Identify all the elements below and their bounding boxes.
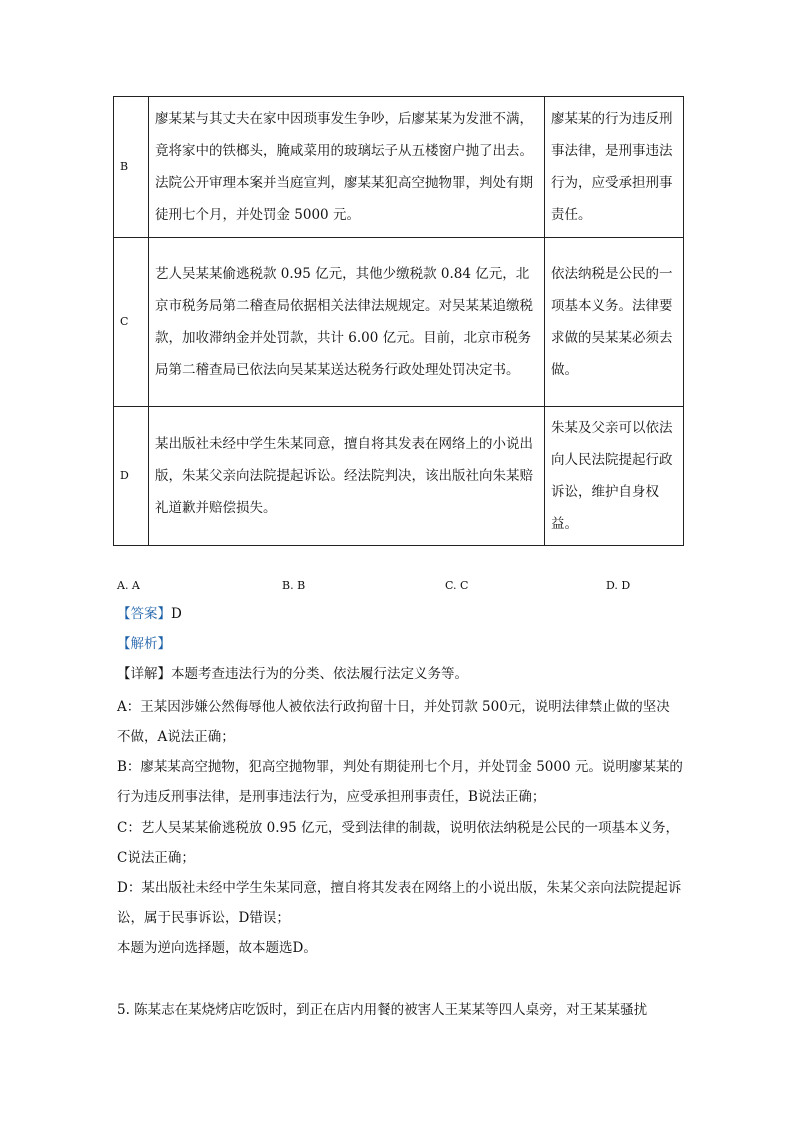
detail-tag: 【详解】 xyxy=(117,666,171,682)
option-b: B. B xyxy=(282,579,306,592)
analysis-b: B：廖某某高空抛物，犯高空抛物罪，判处有期徒刑七个月，并处罚金 5000 元。说明廖某某的行为违反刑事法律，是刑事违法行为，应受承担刑事责任，B说法正确； xyxy=(117,759,683,805)
table-row xyxy=(114,97,684,238)
answer-line xyxy=(117,600,677,628)
case-description: 廖某某与其丈夫在家中因琐事发生争吵，后廖某某为发泄不满，竟将家中的铁榔头，腌咸菜用的玻璃坛子从五楼窗户抛了出去。法院公开审理本案并当庭宣判，廖某某犯高空抛物罪，判处有期徒刑七个月，并处罚金 5000 元。 xyxy=(149,97,545,238)
detail-intro: 本题考查违法行为的分类、依法履行法定义务等。 xyxy=(171,666,468,682)
analysis-tag: 【解析】 xyxy=(117,636,171,652)
answer-options xyxy=(117,575,637,597)
case-description: 某出版社未经中学生朱某同意，擅自将其发表在网络上的小说出版，朱某父亲向法院提起诉讼。经法院判决，该出版社向朱某赔礼道歉并赔偿损失。 xyxy=(149,407,545,546)
case-analysis: 廖某某的行为违反刑事法律，是刑事违法行为，应受承担刑事责任。 xyxy=(545,97,684,238)
table-row xyxy=(114,238,684,407)
answer-value: D xyxy=(171,606,182,622)
row-label: D xyxy=(114,407,149,546)
analysis-heading xyxy=(117,630,677,658)
option-a: A. A xyxy=(117,579,140,592)
row-label: C xyxy=(114,238,149,407)
option-d: D. D xyxy=(606,579,631,592)
question-table xyxy=(113,96,684,546)
detail-intro-line xyxy=(117,660,677,688)
table-row xyxy=(114,407,684,546)
case-analysis: 依法纳税是公民的一项基本义务。法律要求做的吴某某必须去做。 xyxy=(545,238,684,407)
answer-tag: 【答案】 xyxy=(117,606,171,622)
analysis-a: A：王某因涉嫌公然侮辱他人被依法行政拘留十日，并处罚款 500元，说明法律禁止做的坚决不做，A说法正确； xyxy=(117,699,670,745)
analysis-c: C：艺人吴某某偷逃税放 0.95 亿元，受到法律的制裁，说明依法纳税是公民的一项基本义务，C说法正确； xyxy=(117,820,679,866)
option-c: C. C xyxy=(445,579,469,592)
case-description: 艺人吴某某偷逃税款 0.95 亿元，其他少缴税款 0.84 亿元，北京市税务局第二稽查局依据相关法律法规规定。对吴某某追缴税款，加收滞纳金并处罚款，共计 6.00 亿元。目前，北京市税务局第二稽查局已依法向吴某某送达税务行政处理处罚决定书。 xyxy=(149,238,545,407)
next-question: 5. 陈某志在某烧烤店吃饭时，到正在店内用餐的被害人王某某等四人桌旁，对王某某骚扰 xyxy=(117,1002,648,1018)
row-label: B xyxy=(114,97,149,238)
conclusion: 本题为逆向选择题，故本题选D。 xyxy=(117,940,317,956)
analysis-d: D：某出版社未经中学生朱某同意，擅自将其发表在网络上的小说出版，朱某父亲向法院提起诉讼，属于民事诉讼，D错误； xyxy=(117,880,682,926)
case-analysis: 朱某及父亲可以依法向人民法院提起行政诉讼，维护自身权益。 xyxy=(545,407,684,546)
